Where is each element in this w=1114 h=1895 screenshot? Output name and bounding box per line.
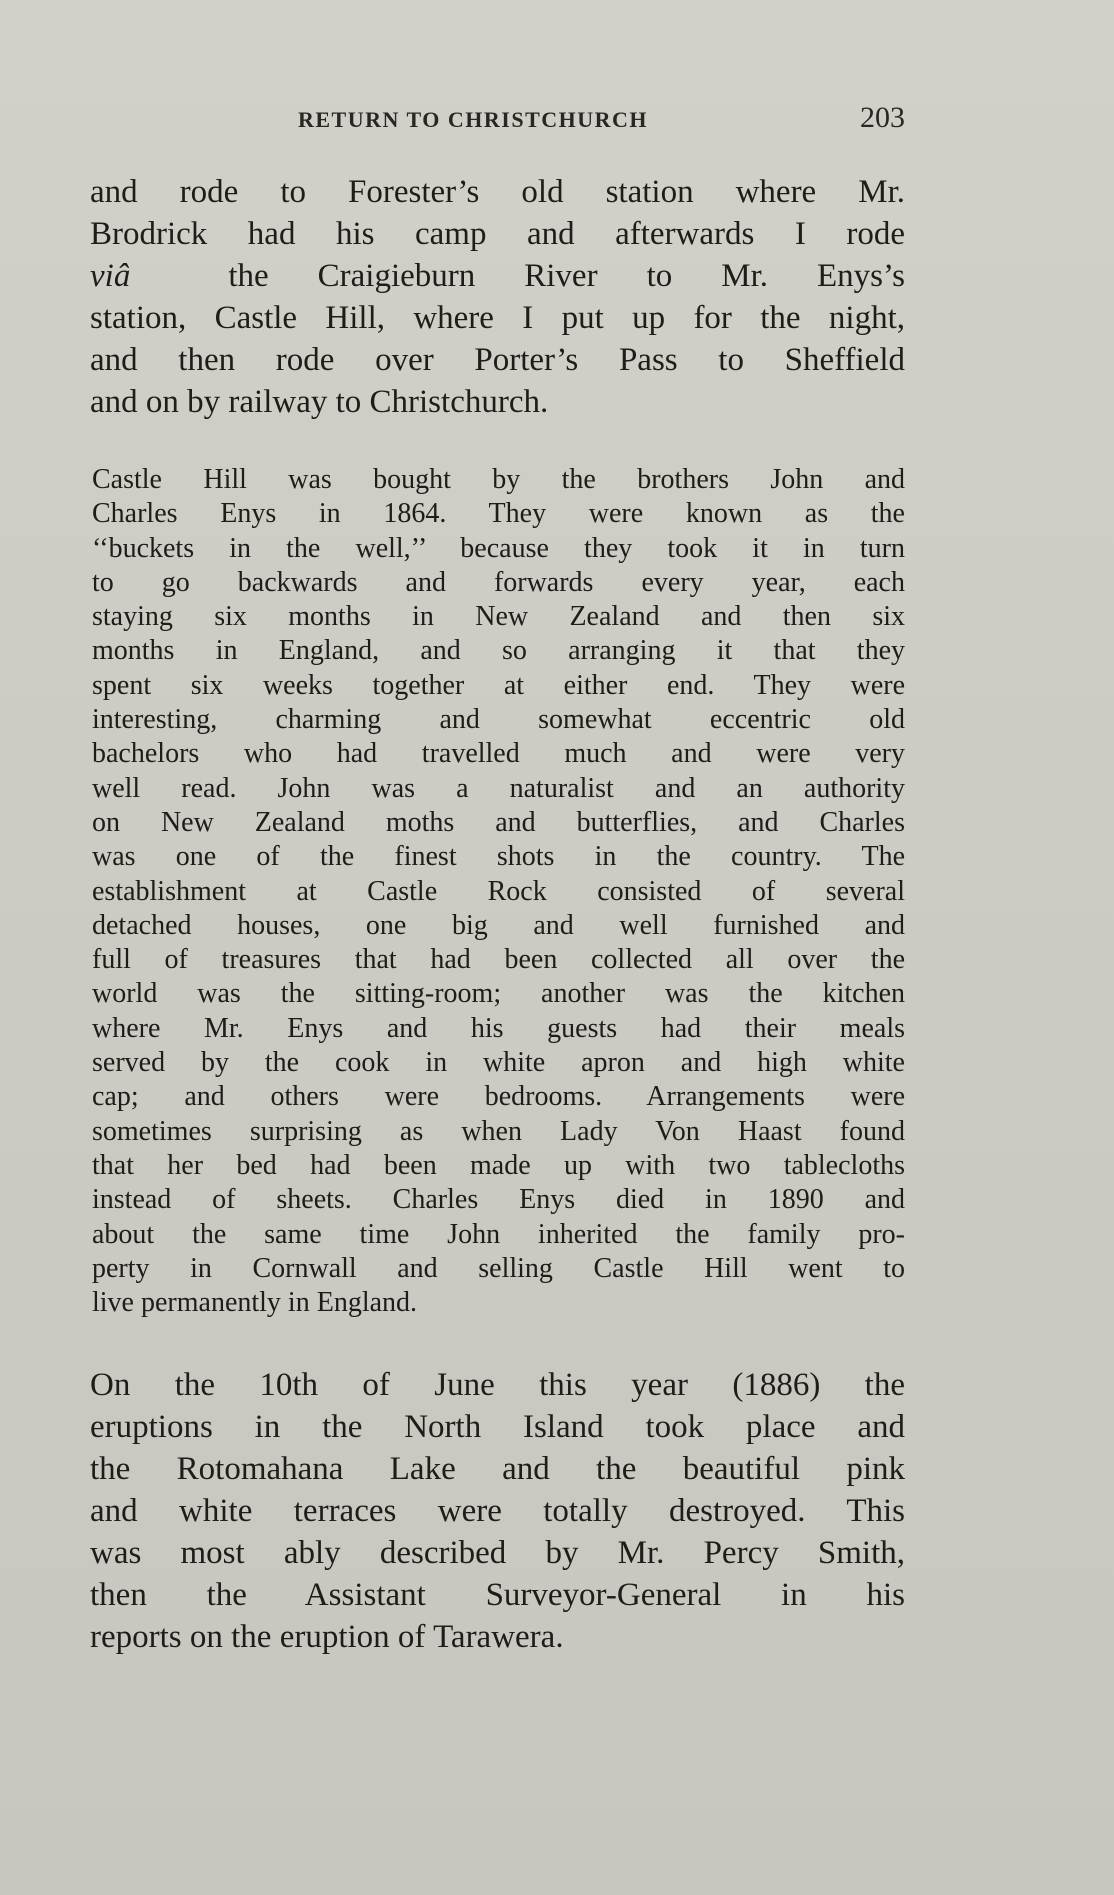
note-line: about the same time John inherited the family pro- [92, 1218, 905, 1250]
text-line: Brodrick had his camp and afterwards I rode [90, 216, 905, 252]
text-line: and white terraces were totally destroyed. This [90, 1493, 905, 1529]
note-line: on New Zealand moths and butterflies, and Charles [92, 806, 905, 838]
running-title: RETURN TO CHRISTCHURCH [298, 107, 649, 132]
note-line: staying six months in New Zealand and then six [92, 601, 905, 633]
note-line: bachelors who had travelled much and were very [92, 738, 905, 770]
paragraph-castle-hill-note [92, 463, 905, 1320]
text-line: and rode to Forester’s old station where Mr. [90, 174, 905, 210]
text-line: reports on the eruption of Tarawera. [90, 1619, 564, 1655]
text-line: was most ably described by Mr. Percy Smith, [90, 1535, 905, 1571]
note-line: served by the cook in white apron and high white [92, 1047, 905, 1079]
italic-via: viâ [90, 258, 131, 294]
note-line: Charles Enys in 1864. They were known as the [92, 498, 905, 530]
paragraph-forester-station [90, 171, 905, 423]
note-line: sometimes surprising as when Lady Von Haast found [92, 1115, 905, 1147]
note-line: Castle Hill was bought by the brothers John and [92, 464, 905, 495]
note-line: months in England, and so arranging it that they [92, 635, 905, 667]
note-line: to go backwards and forwards every year, each [92, 566, 905, 598]
note-line: cap; and others were bedrooms. Arrangements were [92, 1081, 905, 1113]
paragraph-eruption [90, 1364, 905, 1658]
note-line: instead of sheets. Charles Enys died in 1890 and [92, 1184, 905, 1216]
page-number: 203 [860, 101, 905, 134]
text-line-rest: the Craigieburn River to Mr. Enys’s [228, 258, 905, 294]
note-line: perty in Cornwall and selling Castle Hill went to [92, 1252, 905, 1284]
text-line: the Rotomahana Lake and the beautiful pink [90, 1451, 905, 1487]
note-line: world was the sitting-room; another was the kitchen [92, 978, 905, 1010]
note-line: ‘‘buckets in the well,’’ because they took it in turn [92, 532, 905, 564]
note-line: establishment at Castle Rock consisted of several [92, 875, 905, 907]
note-line: live permanently in England. [92, 1287, 418, 1319]
note-line: interesting, charming and somewhat eccentric old [92, 704, 905, 736]
note-line: that her bed had been made up with two tablecloths [92, 1149, 905, 1181]
text-line: and on by railway to Christchurch. [90, 384, 549, 420]
note-line: well read. John was a naturalist and an authority [92, 772, 905, 804]
running-header [90, 101, 905, 137]
note-line: was one of the finest shots in the country. The [92, 841, 905, 873]
note-line: full of treasures that had been collected all over the [92, 944, 905, 976]
text-line: On the 10th of June this year (1886) the [90, 1367, 905, 1403]
note-line: detached houses, one big and well furnished and [92, 909, 905, 941]
note-line: where Mr. Enys and his guests had their meals [92, 1012, 905, 1044]
text-line: station, Castle Hill, where I put up for the night, [90, 300, 905, 336]
text-line: and then rode over Porter’s Pass to Sheffield [90, 342, 905, 378]
text-line: eruptions in the North Island took place and [90, 1409, 905, 1445]
text-line-with-italic [90, 255, 905, 297]
text-line: then the Assistant Surveyor-General in his [90, 1577, 905, 1613]
note-line: spent six weeks together at either end. They were [92, 669, 905, 701]
